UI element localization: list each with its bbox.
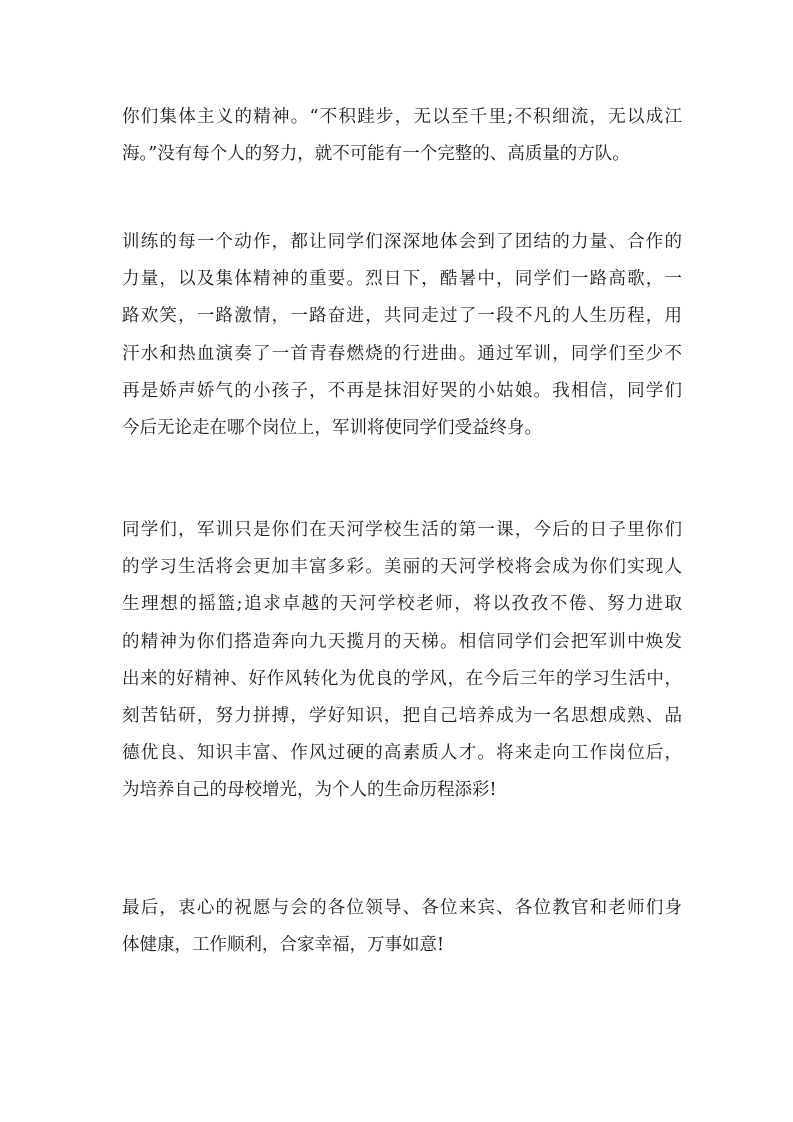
- text-line: 你们集体主义的精神。“不积跬步，无以至千里;不积细流，无以成江: [122, 107, 682, 127]
- text-line: 的学习生活将会更加丰富多彩。美丽的天河学校将会成为你们实现人: [122, 557, 682, 578]
- text-line: 德优良、知识丰富、作风过硬的高素质人才。将来走向工作岗位后，: [122, 743, 682, 764]
- text-line: 为培养自己的母校增光，为个人的生命历程添彩!: [122, 780, 497, 801]
- text-line: 力量，以及集体精神的重要。烈日下，酷暑中，同学们一路高歌，一: [122, 269, 682, 290]
- text-line: 出来的好精神、好作风转化为优良的学风，在今后三年的学习生活中，: [122, 668, 682, 689]
- text-line: 再是娇声娇气的小孩子，不再是抹泪好哭的小姑娘。我相信，同学们: [122, 380, 682, 401]
- paragraph-2: [122, 224, 682, 447]
- text-line: 的精神为你们搭造奔向九天揽月的天梯。相信同学们会把军训中焕发: [122, 631, 682, 652]
- text-line: 生理想的摇篮;追求卓越的天河学校老师，将以孜孜不倦、努力进取: [122, 594, 682, 615]
- text-line: 海。”没有每个人的努力，就不可能有一个完整的、高质量的方队。: [122, 144, 630, 165]
- paragraph-4: [122, 890, 682, 964]
- text-line: 汗水和热血演奏了一首青春燃烧的行进曲。通过军训，同学们至少不: [122, 343, 682, 364]
- text-line: 体健康，工作顺利，合家幸福，万事如意!: [122, 935, 445, 956]
- paragraph-1: [122, 99, 682, 173]
- text-line: 同学们，军训只是你们在天河学校生活的第一课，今后的日子里你们: [122, 520, 682, 540]
- text-line: 训练的每一个动作，都让同学们深深地体会到了团结的力量、合作的: [122, 232, 682, 252]
- text-line: 路欢笑，一路激情，一路奋进，共同走过了一段不凡的人生历程，用: [122, 306, 682, 327]
- text-line: 刻苦钻研，努力拼搏，学好知识，把自己培养成为一名思想成熟、品: [122, 705, 682, 726]
- text-line: 今后无论走在哪个岗位上，军训将使同学们受益终身。: [122, 417, 542, 438]
- paragraph-3: [122, 512, 682, 810]
- text-line: 最后，衷心的祝愿与会的各位领导、各位来宾、各位教官和老师们身: [122, 898, 682, 918]
